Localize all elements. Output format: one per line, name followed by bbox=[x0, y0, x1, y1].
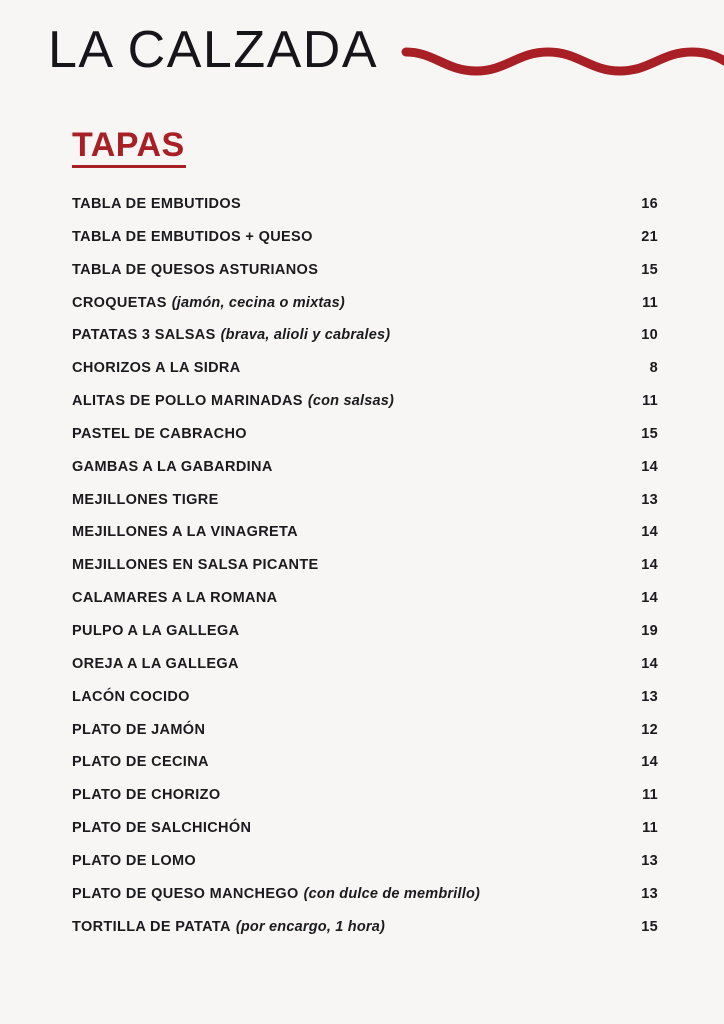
dot-leader bbox=[279, 599, 640, 600]
menu-item-price: 13 bbox=[641, 688, 658, 705]
dot-leader bbox=[319, 271, 639, 272]
dot-leader bbox=[248, 435, 639, 436]
menu-header bbox=[0, 0, 724, 110]
menu-item-price: 11 bbox=[642, 393, 658, 410]
menu-item-price: 15 bbox=[641, 261, 658, 278]
menu-item-name: ALITAS DE POLLO MARINADAS bbox=[72, 393, 303, 410]
menu-item-price: 14 bbox=[641, 524, 658, 541]
menu-item-name: PLATO DE JAMÓN bbox=[72, 721, 206, 738]
menu-item-name: GAMBAS A LA GABARDINA bbox=[72, 458, 273, 475]
menu-item-row bbox=[0, 393, 724, 426]
menu-item-row bbox=[0, 787, 724, 820]
menu-item-price: 21 bbox=[641, 228, 658, 245]
menu-item-name: CROQUETAS bbox=[72, 294, 167, 311]
menu-item-row bbox=[0, 853, 724, 886]
menu-item-row bbox=[0, 820, 724, 853]
dot-leader bbox=[299, 533, 639, 534]
dot-leader bbox=[395, 402, 639, 403]
menu-item-description: (por encargo, 1 hora) bbox=[235, 918, 386, 935]
menu-item-row bbox=[0, 229, 724, 262]
dot-leader bbox=[197, 862, 639, 863]
dot-leader bbox=[191, 698, 639, 699]
menu-item-name: PLATO DE LOMO bbox=[72, 852, 197, 869]
menu-item-name: PULPO A LA GALLEGA bbox=[72, 622, 240, 639]
menu-item-name: LACÓN COCIDO bbox=[72, 688, 190, 705]
menu-item-price: 14 bbox=[641, 557, 658, 574]
menu-item-name: OREJA A LA GALLEGA bbox=[72, 655, 239, 672]
wave-divider-icon bbox=[400, 30, 724, 90]
menu-item-row bbox=[0, 656, 724, 689]
dot-leader bbox=[240, 632, 639, 633]
dot-leader bbox=[221, 796, 639, 797]
menu-item-row bbox=[0, 886, 724, 919]
menu-item-price: 14 bbox=[641, 590, 658, 607]
menu-item-row bbox=[0, 623, 724, 656]
menu-item-price: 15 bbox=[641, 425, 658, 442]
menu-item-row bbox=[0, 360, 724, 393]
menu-item-name: TABLA DE QUESOS ASTURIANOS bbox=[72, 261, 319, 278]
dot-leader bbox=[346, 304, 639, 305]
menu-item-name: CHORIZOS A LA SIDRA bbox=[72, 360, 241, 377]
dot-leader bbox=[220, 501, 639, 502]
menu-item-price: 19 bbox=[641, 622, 658, 639]
menu-item-row bbox=[0, 492, 724, 525]
menu-item-row bbox=[0, 557, 724, 590]
dot-leader bbox=[252, 829, 639, 830]
menu-item-description: (brava, alioli y cabrales) bbox=[220, 327, 391, 344]
dot-leader bbox=[391, 336, 639, 337]
menu-item-price: 14 bbox=[641, 754, 658, 771]
menu-item-name: TABLA DE EMBUTIDOS bbox=[72, 196, 242, 212]
dot-leader bbox=[206, 731, 639, 732]
menu-item-price: 15 bbox=[641, 918, 658, 935]
menu-item-price: 13 bbox=[641, 852, 658, 869]
menu-item-price: 11 bbox=[642, 294, 658, 311]
dot-leader bbox=[481, 895, 639, 896]
menu-item-price: 14 bbox=[641, 458, 658, 475]
menu-item-name: TABLA DE EMBUTIDOS + QUESO bbox=[72, 228, 313, 245]
menu-item-row bbox=[0, 459, 724, 492]
dot-leader bbox=[240, 665, 639, 666]
menu-item-name: PLATO DE SALCHICHÓN bbox=[72, 820, 252, 837]
menu-item-price: 11 bbox=[642, 787, 658, 804]
menu-item-name: PLATO DE QUESO MANCHEGO bbox=[72, 885, 299, 902]
menu-item-name: PLATO DE CECINA bbox=[72, 754, 209, 771]
menu-item-name: MEJILLONES A LA VINAGRETA bbox=[72, 524, 298, 541]
menu-item-description: (con salsas) bbox=[307, 393, 395, 410]
menu-item-name: PATATAS 3 SALSAS bbox=[72, 327, 216, 344]
menu-item-price: 13 bbox=[641, 491, 658, 508]
menu-item-row bbox=[0, 919, 724, 952]
dot-leader bbox=[210, 763, 639, 764]
menu-item-price: 16 bbox=[641, 196, 658, 212]
menu-item-row bbox=[0, 689, 724, 722]
menu-item-row bbox=[0, 262, 724, 295]
menu-item-row bbox=[0, 426, 724, 459]
restaurant-title: LA CALZADA bbox=[48, 21, 379, 79]
menu-item-price: 13 bbox=[641, 885, 658, 902]
dot-leader bbox=[320, 566, 639, 567]
menu-item-description: (jamón, cecina o mixtas) bbox=[171, 294, 345, 311]
menu-item-row bbox=[0, 590, 724, 623]
menu-item-name: TORTILLA DE PATATA bbox=[72, 918, 231, 935]
menu-item-name: CALAMARES A LA ROMANA bbox=[72, 590, 278, 607]
menu-item-list bbox=[0, 196, 724, 951]
dot-leader bbox=[274, 468, 639, 469]
menu-item-row bbox=[0, 722, 724, 755]
dot-leader bbox=[242, 205, 639, 206]
menu-item-price: 10 bbox=[641, 327, 658, 344]
menu-item-price: 12 bbox=[641, 721, 658, 738]
dot-leader bbox=[242, 369, 639, 370]
menu-item-name: MEJILLONES TIGRE bbox=[72, 491, 219, 508]
menu-item-price: 8 bbox=[649, 360, 658, 377]
dot-leader bbox=[314, 238, 639, 239]
menu-item-price: 11 bbox=[642, 820, 658, 837]
menu-item-name: PLATO DE CHORIZO bbox=[72, 787, 221, 804]
section-title-underline bbox=[72, 165, 186, 168]
menu-item-row bbox=[0, 754, 724, 787]
section-title-tapas: TAPAS bbox=[72, 126, 185, 164]
dot-leader bbox=[386, 928, 639, 929]
menu-item-row bbox=[0, 524, 724, 557]
menu-item-description: (con dulce de membrillo) bbox=[303, 885, 481, 902]
menu-item-row bbox=[0, 295, 724, 328]
menu-item-name: PASTEL DE CABRACHO bbox=[72, 425, 247, 442]
menu-item-name: MEJILLONES EN SALSA PICANTE bbox=[72, 557, 319, 574]
menu-item-row bbox=[0, 196, 724, 229]
menu-item-row bbox=[0, 327, 724, 360]
menu-item-price: 14 bbox=[641, 655, 658, 672]
